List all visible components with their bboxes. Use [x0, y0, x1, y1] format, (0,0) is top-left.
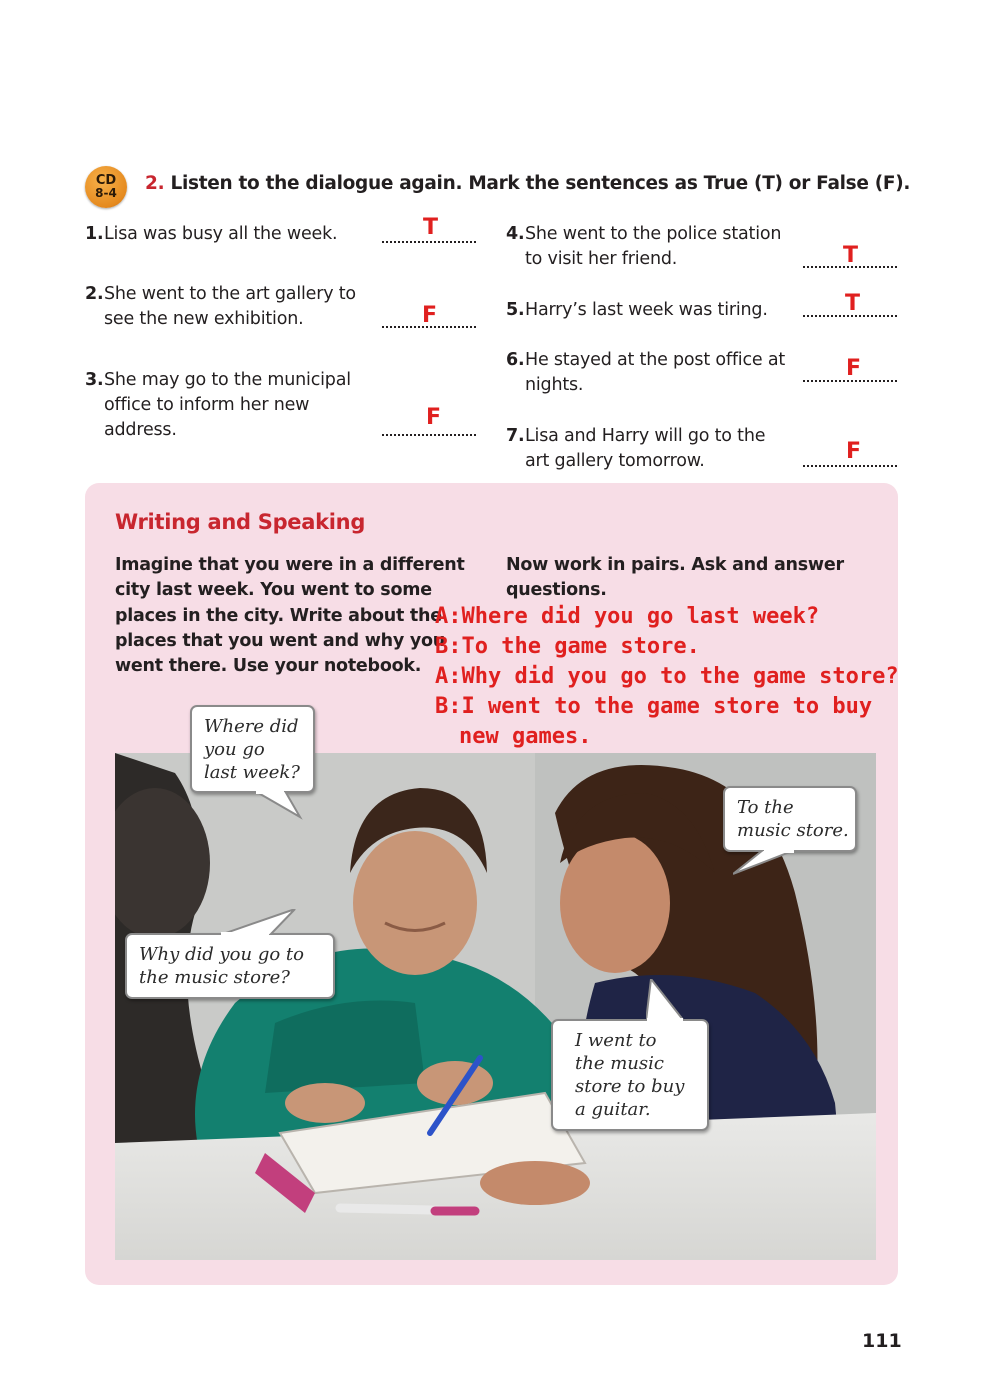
answer-mark: F — [846, 356, 862, 381]
section-title: Writing and Speaking — [115, 510, 366, 534]
answer-mark: T — [843, 243, 859, 268]
answer-mark: F — [422, 303, 438, 328]
answer-line — [382, 241, 476, 243]
list-item: 6. He stayed at the post office at nights. — [506, 350, 786, 395]
answer-mark: T — [423, 215, 439, 240]
speech-bubble: I went to the music store to buy a guitar. — [551, 1019, 709, 1131]
answer-line — [803, 465, 897, 467]
list-item: 2. She went to the art gallery to see the new exhibition. — [85, 284, 356, 329]
cd-icon: CD 8-4 — [85, 166, 127, 208]
handwritten-dialogue: A:Where did you go last week? B:To the game store. A:Why did you go to the game store? B:I went to the game store to buy new games. — [435, 604, 899, 749]
writing-instructions: Imagine that you were in a different city last week. You went to some places in the city. Write about the places that you went and why you went there. Use your notebook. — [115, 555, 465, 677]
answer-mark: T — [845, 291, 861, 316]
answer-mark: F — [426, 405, 442, 430]
bubble-tail — [646, 979, 706, 1021]
list-item: 3. She may go to the municipal office to inform her new address. — [85, 370, 351, 440]
bubble-tail — [245, 791, 305, 821]
bubble-tail — [220, 909, 300, 935]
speech-bubble: Why did you go to the music store? — [125, 933, 335, 999]
list-item: 5. Harry’s last week was tiring. — [506, 300, 768, 320]
bubble-tail — [733, 850, 803, 880]
answer-line — [382, 434, 476, 436]
speaking-instructions: Now work in pairs. Ask and answer questions. — [506, 555, 844, 601]
list-item: 4. She went to the police station to visit her friend. — [506, 224, 782, 269]
list-item: 7. Lisa and Harry will go to the art gallery tomorrow. — [506, 426, 766, 471]
answer-mark: F — [846, 439, 862, 464]
list-item: 1. Lisa was busy all the week. — [85, 224, 338, 244]
exercise-instruction: 2. Listen to the dialogue again. Mark the sentences as True (T) or False (F). — [145, 173, 911, 194]
page-number: 111 — [862, 1330, 902, 1352]
speech-bubble: Where did you go last week? — [190, 705, 315, 793]
speech-bubble: To the music store. — [723, 786, 857, 852]
